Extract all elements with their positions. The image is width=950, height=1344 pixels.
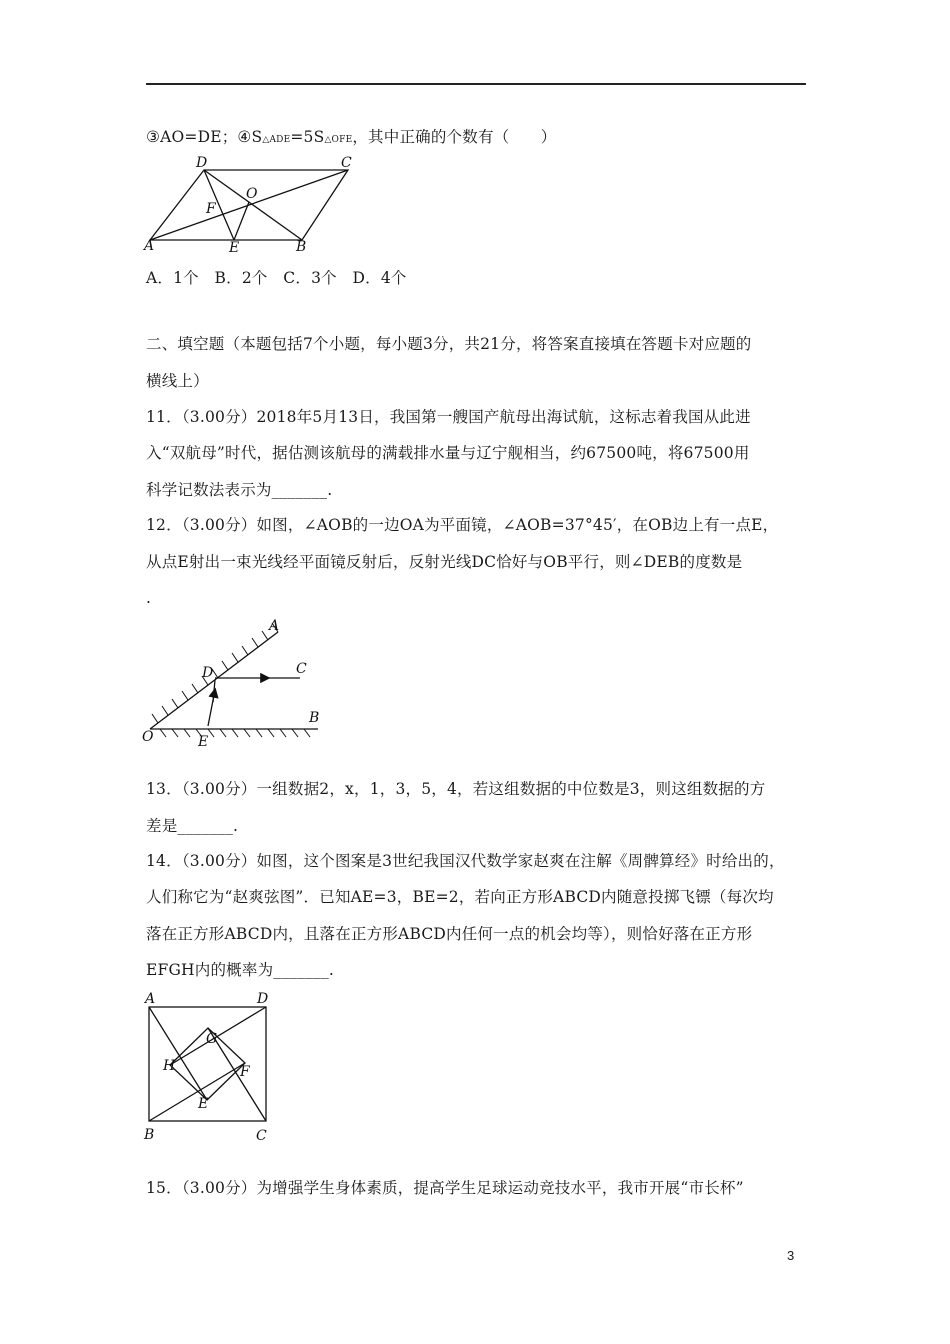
label-g: G	[206, 1031, 218, 1047]
q10-statement: ③AO=DE；④S△ADE=5S△OFE，其中正确的个数有（ ）	[146, 128, 557, 146]
diagonal-ac	[150, 170, 348, 240]
q11-line1: 11．（3.00分）2018年5月13日，我国第一艘国产航母出海试航，这标志着我国从此进	[146, 408, 751, 426]
label-c: C	[296, 661, 307, 677]
q12-line2: 从点E射出一束光线经平面镜反射后，反射光线DC恰好与OB平行，则∠DEB的度数是	[146, 553, 743, 571]
q13-line2: 差是_______.	[146, 817, 239, 835]
label-o: O	[142, 729, 154, 745]
label-a: A	[144, 238, 155, 254]
header-rule	[146, 83, 806, 85]
label-c: C	[256, 1128, 267, 1144]
ob-hatching	[160, 729, 310, 737]
q14-line2: 人们称它为“赵爽弦图”．已知AE=3，BE=2，若向正方形ABCD内随意投掷飞镖（每次均	[146, 888, 774, 906]
label-b: B	[309, 710, 320, 726]
label-a: A	[269, 618, 280, 634]
label-f: F	[206, 201, 216, 217]
label-b: B	[296, 239, 307, 255]
label-a: A	[145, 991, 156, 1007]
page-number: 3	[787, 1248, 795, 1263]
label-h: H	[163, 1058, 176, 1074]
label-d: D	[202, 665, 214, 681]
q14-line1: 14．（3.00分）如图，这个图案是3世纪我国汉代数学家赵爽在注解《周髀算经》时给出的，	[146, 852, 785, 870]
label-d: D	[257, 991, 269, 1007]
q11-line2: 入“双航母”时代，据估测该航母的满载排水量与辽宁舰相当，约67500吨，将67500用	[146, 444, 750, 462]
label-b: B	[144, 1127, 155, 1143]
segment-dh	[170, 1007, 266, 1065]
mirror-oa	[150, 632, 278, 729]
section2-heading: 二、填空题（本题包括7个小题，每小题3分，共21分，将答案直接填在答题卡对应题的	[146, 335, 752, 353]
label-e: E	[198, 734, 209, 750]
label-f: F	[240, 1064, 250, 1080]
label-c: C	[341, 155, 352, 171]
q13-line1: 13．（3.00分）一组数据2，x，1，3，5，4，若这组数据的中位数是3，则这组数据的方	[146, 780, 766, 798]
label-e: E	[198, 1096, 209, 1112]
mirror-figure	[138, 614, 328, 750]
section2-heading-cont: 横线上）	[146, 372, 209, 390]
q12-line1: 12．（3.00分）如图，∠AOB的一边OA为平面镜，∠AOB=37°45′，在OB边上有一点E，	[146, 516, 779, 534]
label-d: D	[196, 155, 208, 171]
mirror-hatching	[152, 623, 278, 723]
q14-line3: 落在正方形ABCD内，且落在正方形ABCD内任何一点的机会均等），则恰好落在正方形	[146, 925, 753, 943]
label-o: O	[246, 186, 258, 202]
q15-line1: 15．（3.00分）为增强学生身体素质，提高学生足球运动竞技水平，我市开展“市长杯”	[146, 1179, 744, 1197]
parallelogram-figure	[140, 150, 365, 258]
q10-options: A．1个 B．2个 C．3个 D．4个	[146, 269, 407, 287]
segment-ae	[149, 1007, 207, 1100]
q14-line4: EFGH内的概率为_______.	[146, 961, 335, 979]
q12-line3: .	[146, 589, 152, 607]
zhao-shuang-figure	[140, 988, 280, 1148]
label-e: E	[229, 240, 240, 256]
q11-line3: 科学记数法表示为_______.	[146, 481, 333, 499]
